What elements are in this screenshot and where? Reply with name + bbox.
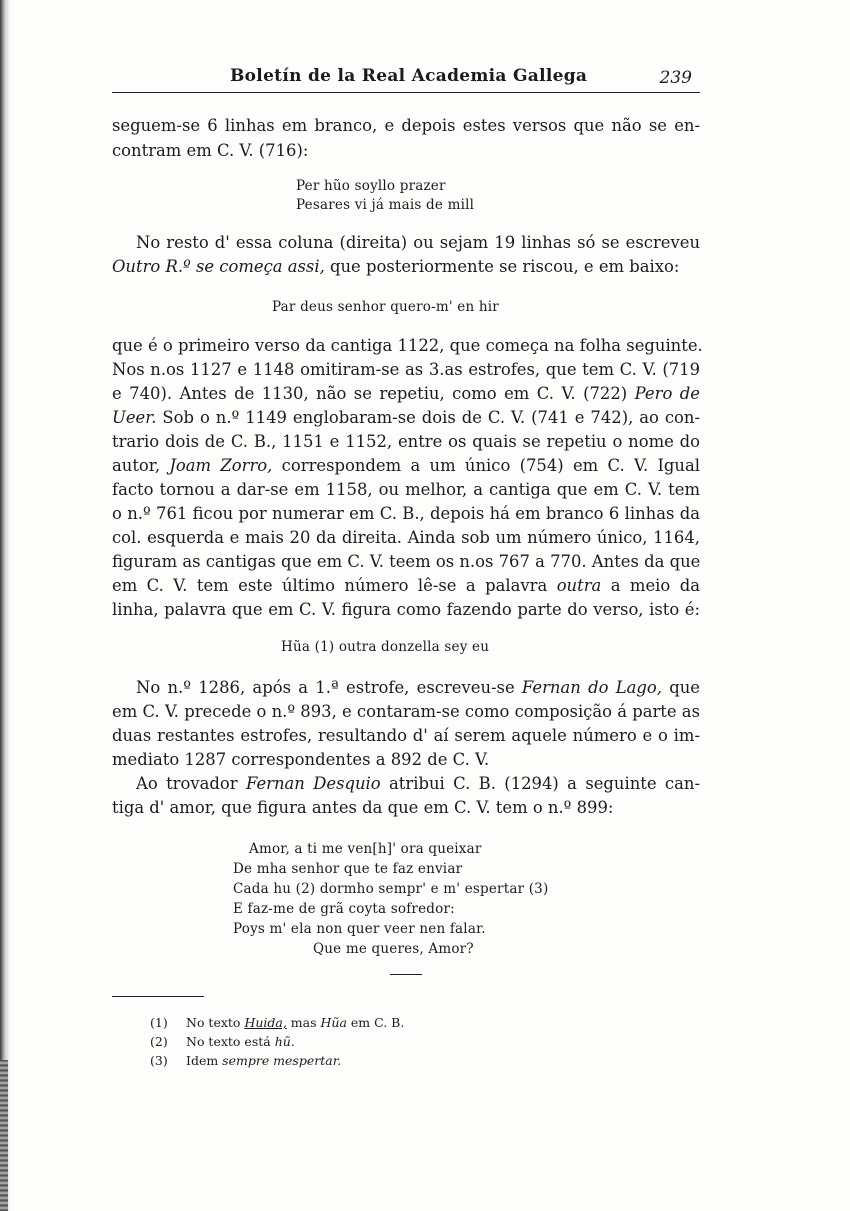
paragraph-line: mediato 1287 correspondentes a 892 de C. V.: [112, 750, 490, 769]
poem-line: De mha senhor que te faz enviar: [233, 861, 463, 877]
paragraph-line: figuram as cantigas que em C. V. teem os n.os 767 a 770. Antes da que: [112, 552, 701, 571]
paragraph-line: o n.º 761 ficou por numerar em C. B., depois há em branco 6 linhas da: [112, 504, 700, 523]
paragraph-line: em C. V. precede o n.º 893, e contaram-se como composição á parte as: [112, 702, 700, 721]
page-header: [112, 62, 700, 93]
scan-binding-edge: [0, 1060, 8, 1211]
verse-line: Pesares vi já mais de mill: [296, 197, 475, 213]
paragraph-line: em C. V. tem este último número lê-se a palavra outra a meio da: [112, 576, 700, 595]
paragraph-line: Ueer. Sob o n.º 1149 englobaram-se dois de C. V. (741 e 742), ao con-: [112, 408, 700, 427]
scan-shadow-edge: [0, 0, 10, 1211]
running-title: Boletín de la Real Academia Gallega: [230, 66, 588, 86]
footnote: (1) No texto Huida, mas Hũa em C. B.: [150, 1015, 405, 1030]
paragraph-line: No resto d' essa coluna (direita) ou sejam 19 linhas só se escreveu: [136, 233, 700, 252]
section-dash: [390, 974, 422, 975]
paragraph-line: No n.º 1286, após a 1.ª estrofe, escreveu-se Fernan do Lago, que: [136, 678, 700, 697]
paragraph-line: Ao trovador Fernan Desquio atribui C. B. (1294) a seguinte can-: [136, 774, 700, 793]
poem-line: Cada hu (2) dormho sempr' e m' espertar (3): [233, 881, 549, 897]
paragraph-line: trario dois de C. B., 1151 e 1152, entre os quais se repetiu o nome do: [112, 432, 700, 451]
footnote-separator: [112, 996, 204, 997]
paragraph-line: col. esquerda e mais 20 da direita. Ainda sob um número único, 1164,: [112, 528, 700, 547]
paragraph-line: linha, palavra que em C. V. figura como fazendo parte do verso, isto é:: [112, 600, 700, 619]
paragraph-line: tiga d' amor, que figura antes da que em C. V. tem o n.º 899:: [112, 798, 614, 817]
poem-line: Amor, a ti me ven[h]' ora queixar: [249, 841, 482, 857]
paragraph-line: Outro R.º se começa assi, que posteriormente se riscou, e em baixo:: [112, 257, 680, 276]
verse-line: Per hũo soyllo prazer: [296, 178, 446, 194]
paragraph-line: seguem-se 6 linhas em branco, e depois estes versos que não se en-: [112, 116, 700, 135]
paragraph-line: contram em C. V. (716):: [112, 141, 309, 160]
paragraph-line: facto tornou a dar-se em 1158, ou melhor, a cantiga que em C. V. tem: [112, 480, 700, 499]
page-number: 239: [659, 68, 692, 88]
footnote: (3) Idem sempre mespertar.: [150, 1053, 342, 1068]
paragraph-line: que é o primeiro verso da cantiga 1122, que começa na folha seguinte.: [112, 336, 703, 355]
paragraph-line: Nos n.os 1127 e 1148 omitiram-se as 3.as estrofes, que tem C. V. (719: [112, 360, 700, 379]
paragraph-line: e 740). Antes de 1130, não se repetiu, como em C. V. (722) Pero de: [112, 384, 700, 403]
footnote: (2) No texto está hũ.: [150, 1034, 295, 1049]
paragraph-line: duas restantes estrofes, resultando d' aí serem aquele número e o im-: [112, 726, 700, 745]
paragraph-line: autor, Joam Zorro, correspondem a um único (754) em C. V. Igual: [112, 456, 700, 475]
verse-line: Hũa (1) outra donzella sey eu: [281, 639, 490, 655]
verse-line: Par deus senhor quero-m' en hir: [272, 299, 499, 315]
poem-line: Poys m' ela non quer veer nen falar.: [233, 921, 486, 937]
poem-refrain: Que me queres, Amor?: [313, 941, 474, 957]
poem-line: E faz-me de grã coyta sofredor:: [233, 901, 455, 917]
